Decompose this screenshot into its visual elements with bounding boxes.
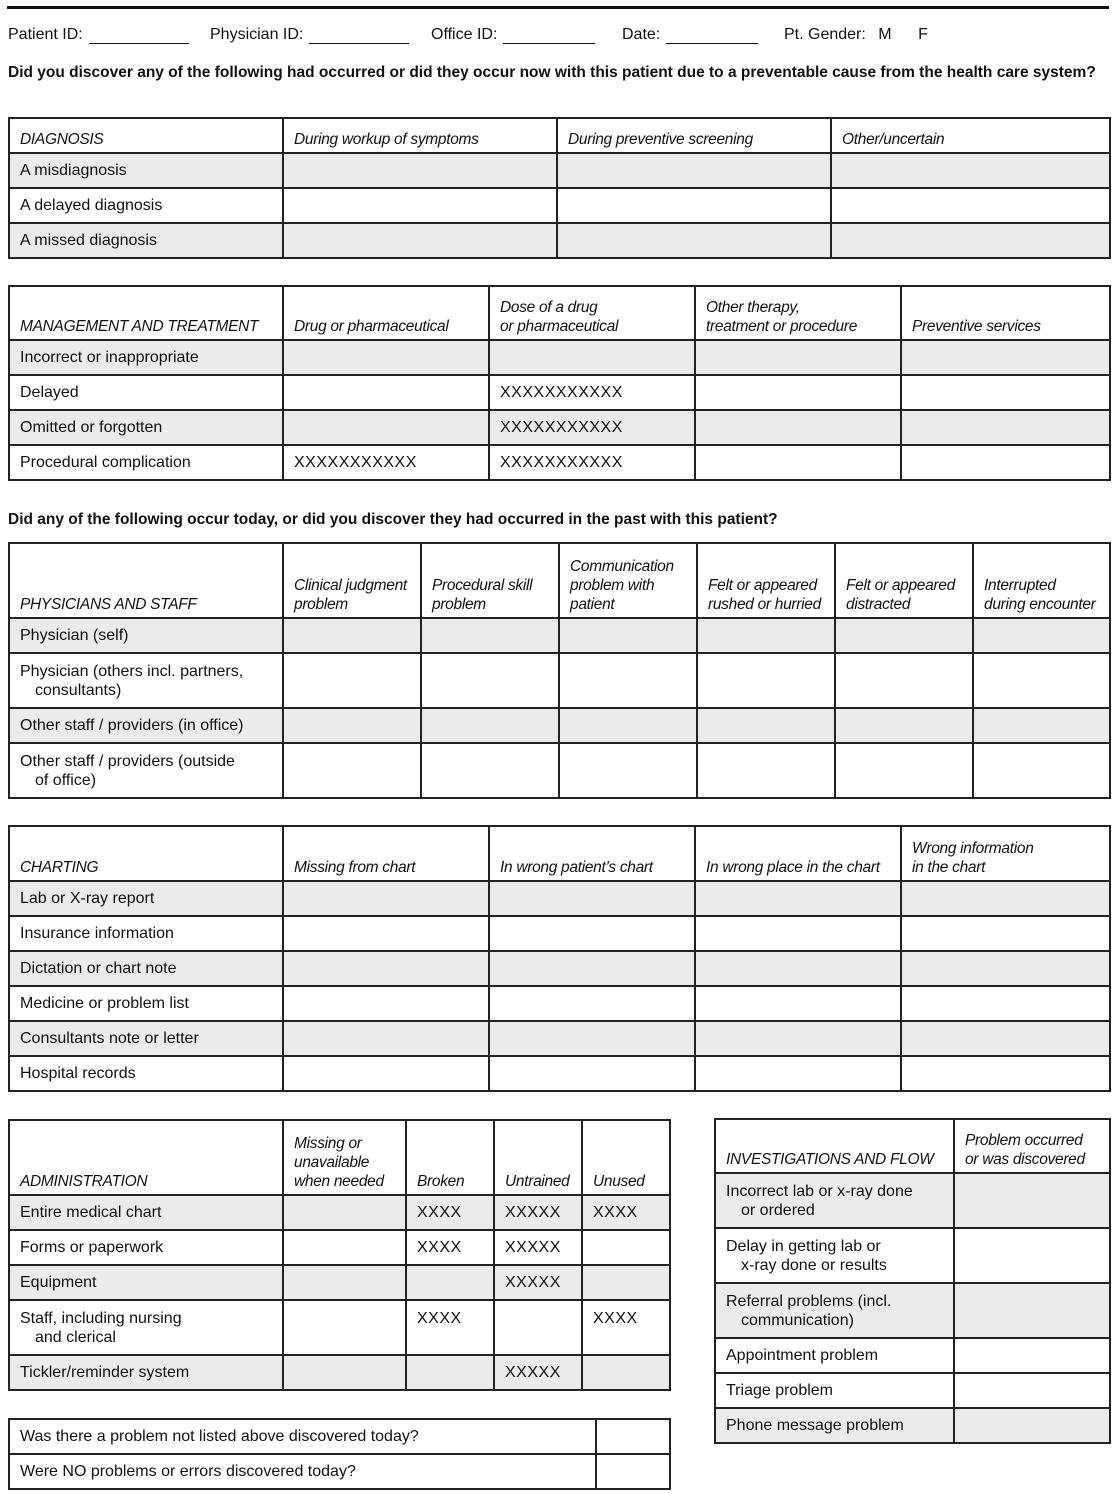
header-line: Felt or appeared (708, 577, 817, 594)
patient-id-input[interactable] (89, 27, 189, 44)
row-label: Incorrect or inappropriate (9, 340, 283, 375)
row-label: Consultants note or letter (9, 1021, 283, 1056)
checkbox-cell[interactable] (695, 951, 901, 986)
header-line: distracted (846, 596, 911, 613)
checkbox-cell[interactable] (901, 881, 1110, 916)
checkbox-cell[interactable] (421, 743, 559, 798)
header-line: Dose of a drug (500, 299, 598, 316)
checkbox-cell[interactable] (695, 916, 901, 951)
date-label: Date: (622, 26, 661, 43)
checkbox-cell[interactable] (283, 223, 557, 258)
checkbox-cell[interactable] (901, 1056, 1110, 1091)
table-row (9, 916, 1110, 951)
row-label: Equipment (9, 1265, 283, 1300)
checkbox-cell[interactable] (283, 618, 421, 653)
table-header-row (715, 1119, 1110, 1173)
blocked-cell: XXXXX (494, 1355, 582, 1390)
checkbox-cell[interactable] (283, 188, 557, 223)
blocked-cell: XXXXXXXXXXX (489, 410, 695, 445)
header-line: Missing or (294, 1135, 362, 1152)
row-label-line: consultants) (35, 681, 122, 699)
blocked-cell: XXXXXXXXXXX (489, 375, 695, 410)
header-line: Problem occurred (965, 1132, 1083, 1149)
header-line: problem (432, 596, 486, 613)
header-line: in the chart (912, 859, 986, 876)
checkbox-cell[interactable] (954, 1173, 1110, 1228)
row-label (9, 1300, 283, 1355)
checkbox-cell[interactable] (697, 618, 835, 653)
header-line: Interrupted (984, 577, 1056, 594)
table-row (9, 1230, 670, 1265)
table-row (9, 618, 1110, 653)
blocked-cell: XXXXX (494, 1265, 582, 1300)
checkbox-cell[interactable] (695, 445, 901, 480)
row-label-line: Physician (others incl. partners, (20, 662, 244, 680)
checkbox-cell[interactable] (283, 1021, 489, 1056)
row-label-line: x-ray done or results (741, 1256, 887, 1274)
checkbox-cell[interactable] (489, 881, 695, 916)
checkbox-cell[interactable] (559, 618, 697, 653)
column-header (901, 826, 1110, 881)
column-header: Drug or pharmaceutical (283, 286, 489, 340)
row-label-line: and clerical (35, 1328, 116, 1346)
header-line: Procedural skill (432, 577, 533, 594)
column-header (421, 543, 559, 618)
row-label: Delayed (9, 375, 283, 410)
checkbox-cell[interactable] (406, 1265, 494, 1300)
row-label-line: Staff, including nursing (20, 1309, 182, 1327)
blocked-cell: XXXXX (494, 1230, 582, 1265)
checkbox-cell[interactable] (901, 410, 1110, 445)
column-header: Untrained (494, 1120, 582, 1195)
column-header (695, 286, 901, 340)
checkbox-cell[interactable] (557, 153, 831, 188)
checkbox-cell[interactable] (421, 618, 559, 653)
checkbox-cell[interactable] (582, 1265, 670, 1300)
row-label: Dictation or chart note (9, 951, 283, 986)
table-row (9, 1195, 670, 1230)
blocked-cell: XXXX (582, 1195, 670, 1230)
diagnosis-table (8, 117, 1111, 259)
row-label-line: Incorrect lab or x-ray done (726, 1182, 913, 1200)
column-header: Broken (406, 1120, 494, 1195)
header-line: Wrong information (912, 840, 1034, 857)
checkbox-cell[interactable] (557, 188, 831, 223)
table-row (715, 1373, 1110, 1408)
row-label: Medicine or problem list (9, 986, 283, 1021)
header-line: when needed (294, 1173, 384, 1190)
checkbox-cell[interactable] (489, 1021, 695, 1056)
checkbox-cell[interactable] (283, 881, 489, 916)
gender-m-option[interactable]: M (878, 26, 892, 43)
row-label (715, 1283, 954, 1338)
table-row (9, 653, 1110, 708)
checkbox-cell[interactable] (835, 708, 973, 743)
row-label: Forms or paperwork (9, 1230, 283, 1265)
table-row (9, 743, 1110, 798)
table-row (9, 881, 1110, 916)
blocked-cell: XXXXXXXXXXX (283, 445, 489, 480)
checkbox-cell[interactable] (695, 340, 901, 375)
checkbox-cell[interactable] (973, 653, 1110, 708)
blocked-cell: XXXX (406, 1195, 494, 1230)
checkbox-cell[interactable] (695, 986, 901, 1021)
table-header-row (9, 826, 1110, 881)
checkbox-cell[interactable] (954, 1283, 1110, 1338)
checkbox-cell[interactable] (283, 1355, 406, 1390)
checkbox-cell[interactable] (831, 188, 1110, 223)
table-row (9, 1021, 1110, 1056)
row-label: Lab or X-ray report (9, 881, 283, 916)
row-label: Omitted or forgotten (9, 410, 283, 445)
checkbox-cell[interactable] (695, 1056, 901, 1091)
checkbox-cell[interactable] (901, 445, 1110, 480)
row-label (715, 1173, 954, 1228)
question-1: Did you discover any of the following had occurred or did they occur now with this patient due to a preventable cause from the health care system? (8, 64, 1096, 81)
column-header (283, 543, 421, 618)
table-row (9, 986, 1110, 1021)
checkbox-cell[interactable] (596, 1454, 670, 1489)
office-id-field (431, 26, 595, 44)
checkbox-cell[interactable] (283, 951, 489, 986)
row-label: Procedural complication (9, 445, 283, 480)
charting-table (8, 825, 1111, 1092)
physician-id-field (210, 26, 409, 44)
checkbox-cell[interactable] (582, 1355, 670, 1390)
checkbox-cell[interactable] (831, 223, 1110, 258)
header-line: Clinical judgment (294, 577, 407, 594)
header-line: unavailable (294, 1154, 370, 1171)
physician-id-input[interactable] (309, 27, 409, 44)
table-row (715, 1408, 1110, 1443)
checkbox-cell[interactable] (283, 1230, 406, 1265)
column-header (697, 543, 835, 618)
checkbox-cell[interactable] (954, 1338, 1110, 1373)
checkbox-cell[interactable] (835, 743, 973, 798)
checkbox-cell[interactable] (283, 653, 421, 708)
checkbox-cell[interactable] (973, 743, 1110, 798)
column-header (835, 543, 973, 618)
column-header (973, 543, 1110, 618)
table-row (9, 1355, 670, 1390)
checkbox-cell[interactable] (283, 153, 557, 188)
checkbox-cell[interactable] (283, 340, 489, 375)
table-header-row (9, 543, 1110, 618)
checkbox-cell[interactable] (421, 708, 559, 743)
checkbox-cell[interactable] (901, 1021, 1110, 1056)
blocked-cell: XXXX (582, 1300, 670, 1355)
checkbox-cell[interactable] (954, 1408, 1110, 1443)
column-header: ADMINISTRATION (9, 1120, 283, 1195)
checkbox-cell[interactable] (831, 153, 1110, 188)
column-header: MANAGEMENT AND TREATMENT (9, 286, 283, 340)
checkbox-cell[interactable] (494, 1300, 582, 1355)
column-header: INVESTIGATIONS AND FLOW (715, 1119, 954, 1173)
checkbox-cell[interactable] (901, 951, 1110, 986)
gender-field (784, 26, 928, 44)
row-label: Physician (self) (9, 618, 283, 653)
checkbox-cell[interactable] (695, 375, 901, 410)
row-label (9, 743, 283, 798)
table-row (9, 153, 1110, 188)
header-line: problem with (570, 577, 655, 594)
table-row (9, 708, 1110, 743)
office-id-input[interactable] (503, 27, 595, 44)
row-label: Were NO problems or errors discovered today? (9, 1454, 596, 1489)
blocked-cell: XXXXXXXXXXX (489, 445, 695, 480)
management-table (8, 285, 1111, 481)
checkbox-cell[interactable] (973, 618, 1110, 653)
table-row (715, 1173, 1110, 1228)
table-row (9, 223, 1110, 258)
table-row (715, 1228, 1110, 1283)
checkbox-cell[interactable] (559, 653, 697, 708)
table-row (9, 340, 1110, 375)
checkbox-cell[interactable] (901, 916, 1110, 951)
row-label: Phone message problem (715, 1408, 954, 1443)
table-row (9, 1300, 670, 1355)
table-row (9, 1056, 1110, 1091)
patient-id-field (8, 26, 189, 44)
date-input[interactable] (666, 27, 758, 44)
row-label: A missed diagnosis (9, 223, 283, 258)
header-line: Felt or appeared (846, 577, 955, 594)
column-header: During preventive screening (557, 118, 831, 153)
row-label: A delayed diagnosis (9, 188, 283, 223)
row-label: Triage problem (715, 1373, 954, 1408)
checkbox-cell[interactable] (954, 1228, 1110, 1283)
checkbox-cell[interactable] (559, 708, 697, 743)
checkbox-cell[interactable] (557, 223, 831, 258)
row-label (9, 653, 283, 708)
checkbox-cell[interactable] (973, 708, 1110, 743)
checkbox-cell[interactable] (283, 1056, 489, 1091)
checkbox-cell[interactable] (695, 1021, 901, 1056)
header-line: Communication (570, 558, 674, 575)
checkbox-cell[interactable] (283, 986, 489, 1021)
column-header: PHYSICIANS AND STAFF (9, 543, 283, 618)
checkbox-cell[interactable] (283, 410, 489, 445)
header-line: or pharmaceutical (500, 318, 619, 335)
checkbox-cell[interactable] (283, 1195, 406, 1230)
column-header: DIAGNOSIS (9, 118, 283, 153)
row-label: Insurance information (9, 916, 283, 951)
row-label: A misdiagnosis (9, 153, 283, 188)
checkbox-cell[interactable] (901, 375, 1110, 410)
checkbox-cell[interactable] (695, 410, 901, 445)
checkbox-cell[interactable] (835, 618, 973, 653)
checkbox-cell[interactable] (489, 916, 695, 951)
table-row (9, 375, 1110, 410)
checkbox-cell[interactable] (695, 881, 901, 916)
checkbox-cell[interactable] (596, 1419, 670, 1454)
row-label-line: or ordered (741, 1201, 815, 1219)
checkbox-cell[interactable] (901, 986, 1110, 1021)
row-label: Was there a problem not listed above discovered today? (9, 1419, 596, 1454)
staff-table (8, 542, 1111, 799)
checkbox-cell[interactable] (901, 340, 1110, 375)
blocked-cell: XXXX (406, 1230, 494, 1265)
checkbox-cell[interactable] (283, 375, 489, 410)
checkbox-cell[interactable] (835, 653, 973, 708)
checkbox-cell[interactable] (697, 743, 835, 798)
blocked-cell: XXXXX (494, 1195, 582, 1230)
row-label-line: Referral problems (incl. (726, 1292, 892, 1310)
header-line: Other therapy, (706, 299, 800, 316)
row-label-line: of office) (35, 771, 97, 789)
column-header: Other/uncertain (831, 118, 1110, 153)
column-header: CHARTING (9, 826, 283, 881)
question-2: Did any of the following occur today, or did you discover they had occurred in the past with this patient? (8, 511, 778, 528)
checkbox-cell[interactable] (283, 1300, 406, 1355)
column-header: During workup of symptoms (283, 118, 557, 153)
checkbox-cell[interactable] (489, 986, 695, 1021)
checkbox-cell[interactable] (582, 1230, 670, 1265)
blocked-cell: XXXX (406, 1300, 494, 1355)
checkbox-cell[interactable] (697, 653, 835, 708)
office-id-label: Office ID: (431, 26, 498, 43)
checkbox-cell[interactable] (421, 653, 559, 708)
checkbox-cell[interactable] (697, 708, 835, 743)
physician-id-label: Physician ID: (210, 26, 304, 43)
column-header: Missing from chart (283, 826, 489, 881)
checkbox-cell[interactable] (954, 1373, 1110, 1408)
table-row (715, 1338, 1110, 1373)
header-line: rushed or hurried (708, 596, 821, 613)
checkbox-cell[interactable] (283, 708, 421, 743)
row-label: Appointment problem (715, 1338, 954, 1373)
table-row (9, 188, 1110, 223)
header-line: problem (294, 596, 348, 613)
checkbox-cell[interactable] (283, 916, 489, 951)
column-header: Preventive services (901, 286, 1110, 340)
column-header: In wrong place in the chart (695, 826, 901, 881)
checkbox-cell[interactable] (406, 1355, 494, 1390)
date-field (622, 26, 758, 44)
patient-id-label: Patient ID: (8, 26, 83, 43)
header-line: treatment or procedure (706, 318, 858, 335)
table-row (9, 951, 1110, 986)
row-label (715, 1228, 954, 1283)
table-row (9, 1454, 670, 1489)
row-label: Other staff / providers (in office) (9, 708, 283, 743)
column-header: Unused (582, 1120, 670, 1195)
checkbox-cell[interactable] (559, 743, 697, 798)
gender-label: Pt. Gender: (784, 26, 866, 43)
gender-f-option[interactable]: F (918, 26, 928, 43)
table-row (9, 1265, 670, 1300)
checkbox-cell[interactable] (489, 951, 695, 986)
column-header (559, 543, 697, 618)
column-header (489, 286, 695, 340)
table-row (9, 445, 1110, 480)
header-line: during encounter (984, 596, 1096, 613)
row-label-line: Other staff / providers (outside (20, 752, 235, 770)
final-questions-table (8, 1418, 671, 1490)
row-label: Entire medical chart (9, 1195, 283, 1230)
checkbox-cell[interactable] (283, 1265, 406, 1300)
table-header-row (9, 118, 1110, 153)
table-row (715, 1283, 1110, 1338)
checkbox-cell[interactable] (283, 743, 421, 798)
table-row (9, 410, 1110, 445)
row-label: Tickler/reminder system (9, 1355, 283, 1390)
administration-table (8, 1119, 671, 1391)
table-row (9, 1419, 670, 1454)
top-rule (7, 6, 1109, 9)
row-label-line: Delay in getting lab or (726, 1237, 881, 1255)
investigations-table (714, 1118, 1111, 1444)
row-label-line: communication) (741, 1311, 854, 1329)
checkbox-cell[interactable] (489, 340, 695, 375)
table-header-row (9, 286, 1110, 340)
header-line: or was discovered (965, 1151, 1085, 1168)
table-header-row (9, 1120, 670, 1195)
column-header: In wrong patient’s chart (489, 826, 695, 881)
header-line: patient (570, 596, 615, 613)
column-header (954, 1119, 1110, 1173)
checkbox-cell[interactable] (489, 1056, 695, 1091)
row-label: Hospital records (9, 1056, 283, 1091)
column-header (283, 1120, 406, 1195)
